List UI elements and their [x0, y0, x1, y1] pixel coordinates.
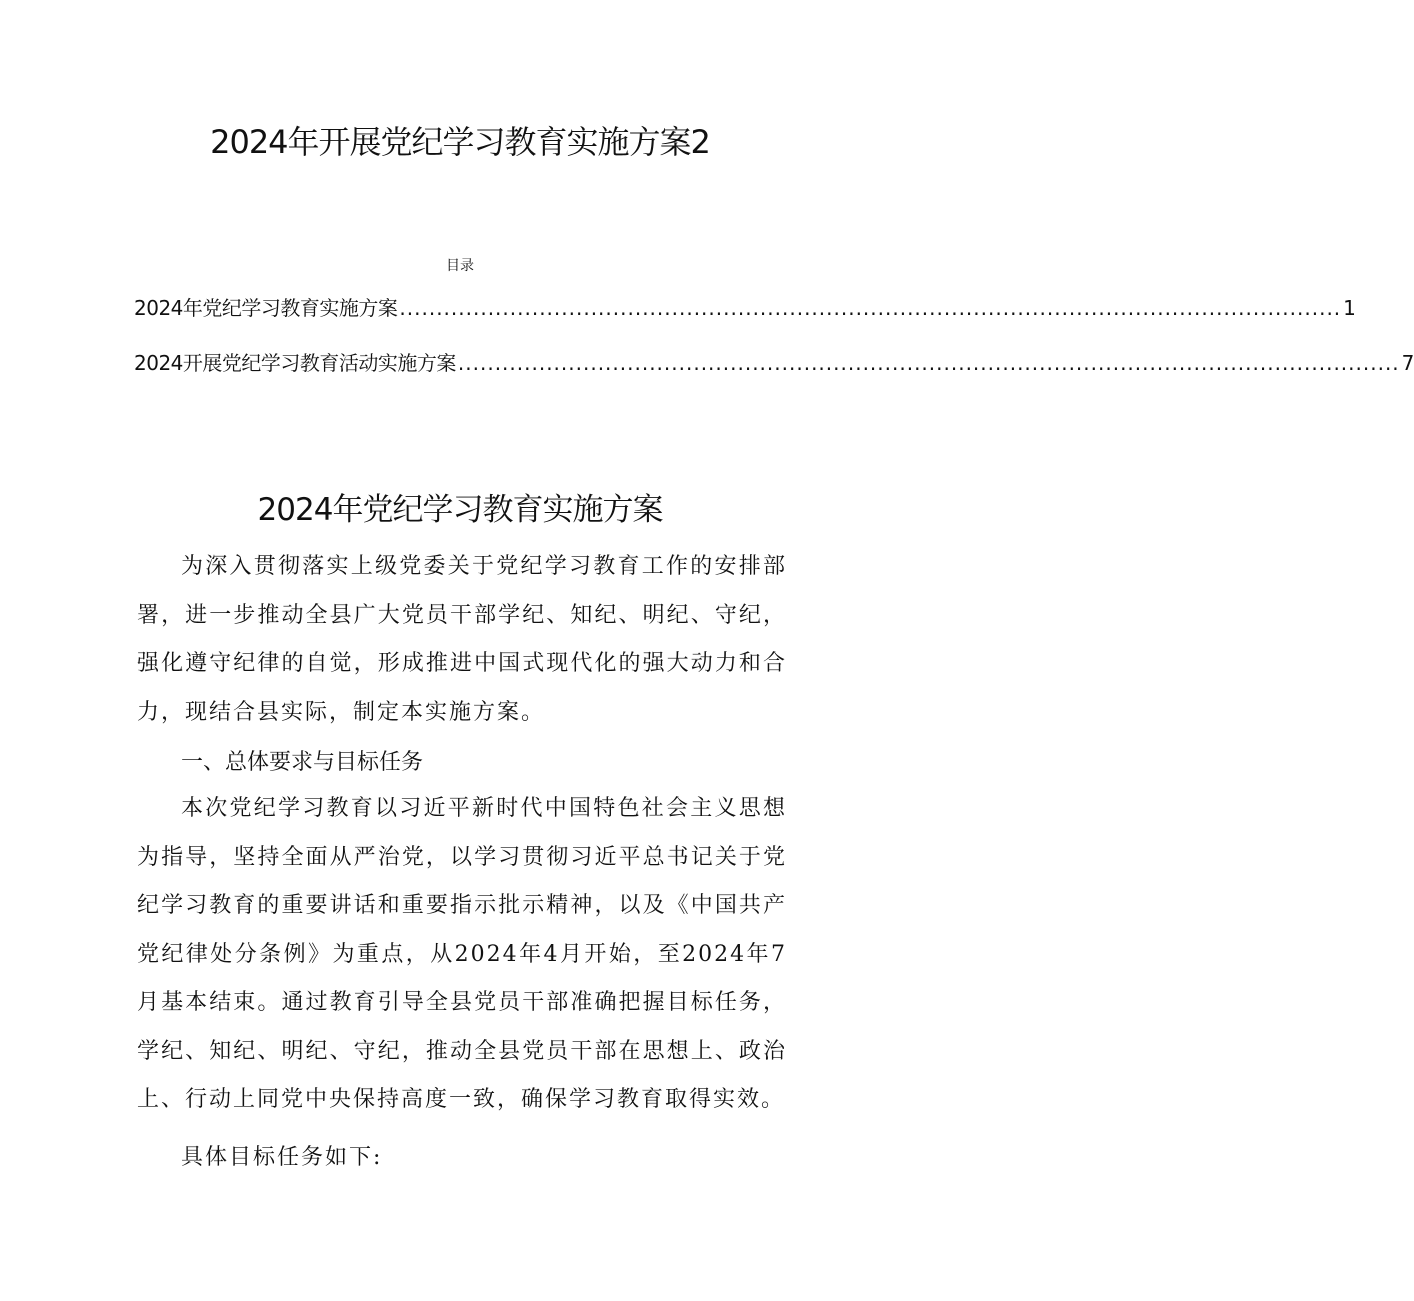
- toc-entry[interactable]: [134, 294, 1356, 322]
- document-title: 2024年开展党纪学习教育实施方案2: [210, 123, 710, 161]
- body-paragraph: 本次党纪学习教育以习近平新时代中国特色社会主义思想为指导，坚持全面从严治党，以学习贯彻习近平总书记关于党纪学习教育的重要讲话和重要指示批示精神，以及《中国共产党纪律处分条例》为重点，从2024年4月开始，至2024年7月基本结束。通过教育引导全县党员干部准确把握目标任务，学纪、知纪、明纪、守纪，推动全县党员干部在思想上、政治上、行动上同党中央保持高度一致，确保学习教育取得实效。: [137, 796, 787, 1112]
- toc-entry-title: 2024年党纪学习教育实施方案: [134, 296, 398, 320]
- section-title: 2024年党纪学习教育实施方案: [257, 492, 663, 528]
- toc-entry-page: 7: [1401, 351, 1414, 375]
- intro-paragraph: 为深入贯彻落实上级党委关于党纪学习教育工作的安排部署，进一步推动全县广大党员干部学纪、知纪、明纪、守纪，强化遵守纪律的自觉，形成推进中国式现代化的强大动力和合力，现结合县实际，制定本实施方案。: [137, 554, 787, 725]
- toc-entry-title: 2024开展党纪学习教育活动实施方案: [134, 351, 456, 375]
- body-paragraph: 具体目标任务如下:: [181, 1145, 383, 1170]
- toc-entry-leader: ................................................................................................................................: [399, 296, 1342, 320]
- toc-entry-page: 1: [1343, 296, 1356, 320]
- section-heading: 一、总体要求与目标任务: [181, 750, 424, 775]
- toc-label: 目录: [446, 258, 474, 274]
- toc-entry-leader: ................................................................................................................................: [457, 351, 1400, 375]
- toc-entry[interactable]: [134, 349, 1414, 377]
